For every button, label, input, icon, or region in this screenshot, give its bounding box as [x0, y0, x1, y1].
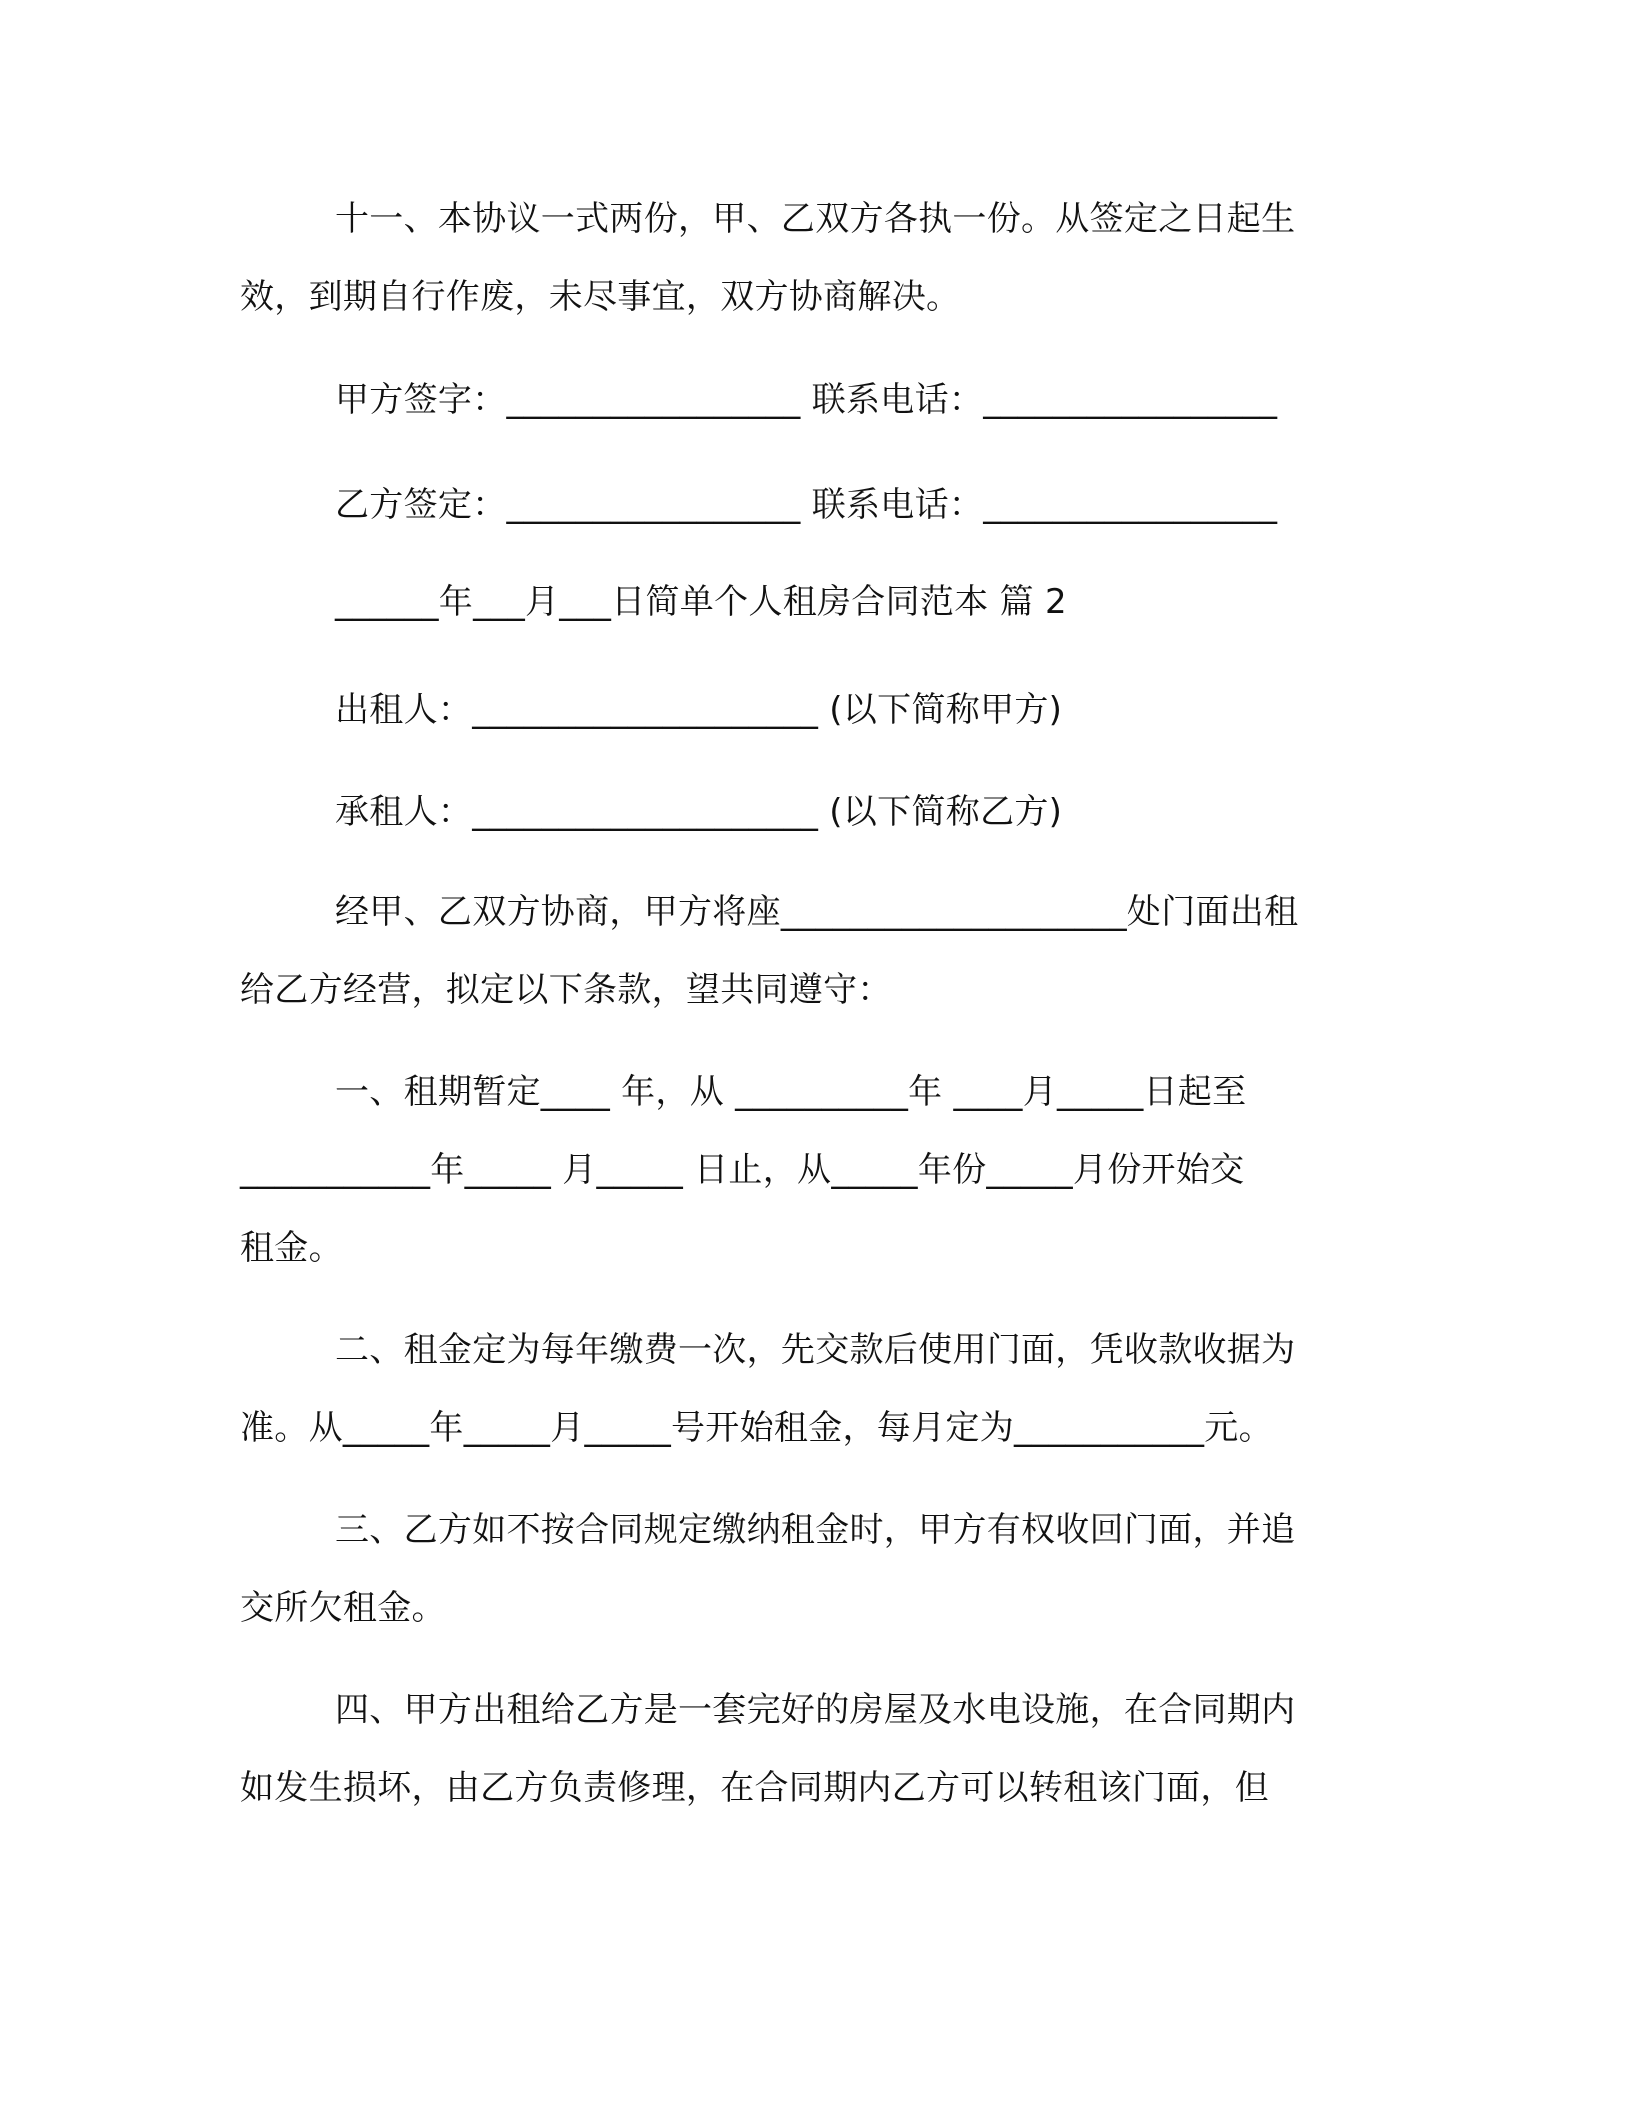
clause-3-line-1: 三、乙方如不按合同规定缴纳租金时，甲方有权收回门面，并追 — [335, 1510, 1296, 1550]
clause-11-line-2: 效，到期自行作废，未尽事宜，双方协商解决。 — [240, 277, 961, 317]
date-and-section-title: ______年___月___日简单个人租房合同范本 篇 2 — [335, 582, 1067, 622]
lessor-line: 出租人：____________________ (以下简称甲方) — [335, 690, 1063, 730]
preamble-line-1: 经甲、乙双方协商，甲方将座____________________处门面出租 — [335, 892, 1299, 932]
lessee-line: 承租人：____________________ (以下简称乙方) — [335, 792, 1063, 832]
clause-11-line-1: 十一、本协议一式两份，甲、乙双方各执一份。从签定之日起生 — [335, 199, 1296, 239]
clause-2-line-1: 二、租金定为每年缴费一次，先交款后使用门面，凭收款收据为 — [335, 1330, 1296, 1370]
clause-1-line-3: 租金。 — [240, 1228, 343, 1268]
clause-4-line-2: 如发生损坏，由乙方负责修理，在合同期内乙方可以转租该门面，但 — [240, 1768, 1269, 1808]
clause-2-line-2: 准。从_____年_____月_____号开始租金，每月定为___________元。 — [240, 1408, 1273, 1448]
clause-4-line-1: 四、甲方出租给乙方是一套完好的房屋及水电设施，在合同期内 — [335, 1690, 1296, 1730]
clause-1-line-2: ___________年_____ 月_____ 日止，从_____年份_____月份开始交 — [240, 1150, 1245, 1190]
clause-1-line-1: 一、租期暂定____ 年，从 __________年 ____月_____日起至 — [335, 1072, 1247, 1112]
party-a-signature-line: 甲方签字：_________________ 联系电话：_________________ — [335, 380, 1278, 420]
preamble-line-2: 给乙方经营，拟定以下条款，望共同遵守： — [240, 970, 892, 1010]
party-b-signature-line: 乙方签定：_________________ 联系电话：_________________ — [335, 485, 1278, 525]
clause-3-line-2: 交所欠租金。 — [240, 1588, 446, 1628]
